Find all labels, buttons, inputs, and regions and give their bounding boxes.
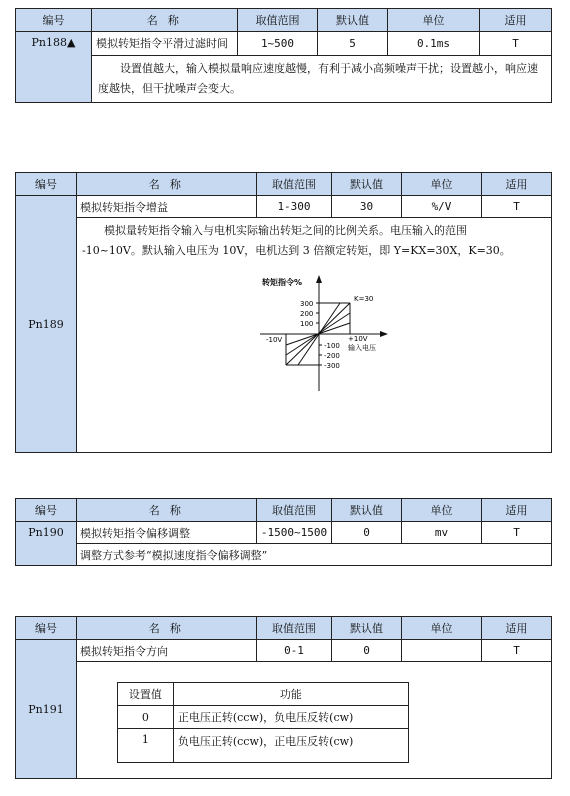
pn191-table xyxy=(15,616,552,779)
param-unit: %/V xyxy=(402,196,482,218)
gain-line-steep-pos xyxy=(319,303,340,334)
torque-gain-figure xyxy=(232,269,492,399)
table-header-row xyxy=(16,617,552,640)
param-code: Pn190 xyxy=(16,522,77,566)
label-n200: -200 xyxy=(324,352,340,360)
header-apply: 适用 xyxy=(482,173,552,196)
direction-options-table xyxy=(117,682,409,763)
param-name: 模拟转矩指令平滑过滤时间 xyxy=(92,32,238,56)
label-x-title: 输入电压 xyxy=(348,344,376,352)
label-n300: -300 xyxy=(324,362,340,370)
header-unit: 单位 xyxy=(402,499,482,522)
param-name: 模拟转矩指令偏移调整 xyxy=(77,522,257,544)
header-apply: 适用 xyxy=(480,9,552,32)
param-code: Pn189 xyxy=(16,196,77,453)
gain-line-steep-neg xyxy=(298,334,319,365)
param-default: 5 xyxy=(318,32,388,56)
header-default: 默认值 xyxy=(332,173,402,196)
param-apply: T xyxy=(482,196,552,218)
header-name: 名 称 xyxy=(77,499,257,522)
description-row xyxy=(16,218,552,453)
param-code: Pn191 xyxy=(16,640,77,779)
header-name: 名 称 xyxy=(77,617,257,640)
param-description xyxy=(77,218,552,453)
param-range: 0-1 xyxy=(257,640,332,662)
header-apply: 适用 xyxy=(482,499,552,522)
table-row xyxy=(118,706,409,729)
param-name: 模拟转矩指令增益 xyxy=(77,196,257,218)
options-header-row xyxy=(118,683,409,706)
header-name: 名 称 xyxy=(92,9,238,32)
table-header-row xyxy=(16,9,552,32)
x-axis-arrow xyxy=(380,331,388,337)
label-x-pos: +10V xyxy=(348,335,368,343)
header-apply: 适用 xyxy=(482,617,552,640)
figure-y-title: 转矩指令% xyxy=(262,278,303,287)
param-row xyxy=(16,196,552,218)
options-header-func: 功能 xyxy=(173,683,408,706)
param-unit: 0.1ms xyxy=(388,32,480,56)
header-range: 取值范围 xyxy=(238,9,318,32)
header-code: 编号 xyxy=(16,9,92,32)
desc-line-2: -10~10V。默认输入电压为 10V，电机达到 3 倍额定转矩，即 Y=KX=30X，K=30。 xyxy=(82,244,511,257)
table-header-row xyxy=(16,499,552,522)
label-200: 200 xyxy=(300,310,314,318)
param-default: 0 xyxy=(332,640,402,662)
y-axis-arrow xyxy=(316,275,322,283)
label-x-neg: -10V xyxy=(266,336,283,344)
param-default: 30 xyxy=(332,196,402,218)
header-name: 名 称 xyxy=(77,173,257,196)
option-func: 正电压正转(ccw)，负电压反转(cw) xyxy=(173,706,408,729)
description-row xyxy=(16,544,552,566)
header-range: 取值范围 xyxy=(257,499,332,522)
option-value: 0 xyxy=(118,706,174,729)
param-row xyxy=(16,32,552,56)
param-unit xyxy=(402,640,482,662)
param-apply: T xyxy=(482,640,552,662)
param-description: 调整方式参考“模拟速度指令偏移调整” xyxy=(77,544,552,566)
description-row xyxy=(16,56,552,103)
table-row xyxy=(118,729,409,763)
header-code: 编号 xyxy=(16,173,77,196)
header-unit: 单位 xyxy=(388,9,480,32)
label-100: 100 xyxy=(300,320,314,328)
param-range: 1-300 xyxy=(257,196,332,218)
options-header-value: 设置值 xyxy=(118,683,174,706)
pn188-table xyxy=(15,8,552,103)
pn189-table xyxy=(15,172,552,453)
param-description xyxy=(77,662,552,779)
param-row xyxy=(16,640,552,662)
pn190-table xyxy=(15,498,552,566)
option-func: 负电压正转(ccw)，正电压反转(cw) xyxy=(173,729,408,763)
param-default: 0 xyxy=(332,522,402,544)
option-value: 1 xyxy=(118,729,174,763)
header-code: 编号 xyxy=(16,617,77,640)
header-default: 默认值 xyxy=(332,617,402,640)
header-code: 编号 xyxy=(16,499,77,522)
label-n100: -100 xyxy=(324,342,340,350)
label-300: 300 xyxy=(300,300,314,308)
header-default: 默认值 xyxy=(318,9,388,32)
param-description: 设置值越大，输入模拟量响应速度越慢，有利于减小高频噪声干扰；设置越小，响应速度越快，但干扰噪声会变大。 xyxy=(92,56,552,103)
param-range: -1500~1500 xyxy=(257,522,332,544)
table-header-row xyxy=(16,173,552,196)
desc-line-1: 模拟量转矩指令输入与电机实际输出转矩之间的比例关系。电压输入的范围 xyxy=(104,224,467,237)
header-range: 取值范围 xyxy=(257,173,332,196)
header-unit: 单位 xyxy=(402,173,482,196)
header-default: 默认值 xyxy=(332,499,402,522)
param-unit: mv xyxy=(402,522,482,544)
label-k30: K=30 xyxy=(354,295,374,303)
header-unit: 单位 xyxy=(402,617,482,640)
param-row xyxy=(16,522,552,544)
param-apply: T xyxy=(482,522,552,544)
param-range: 1~500 xyxy=(238,32,318,56)
description-row xyxy=(16,662,552,779)
param-name: 模拟转矩指令方向 xyxy=(77,640,257,662)
param-code: Pn188▲ xyxy=(16,32,92,103)
param-apply: T xyxy=(480,32,552,56)
header-range: 取值范围 xyxy=(257,617,332,640)
